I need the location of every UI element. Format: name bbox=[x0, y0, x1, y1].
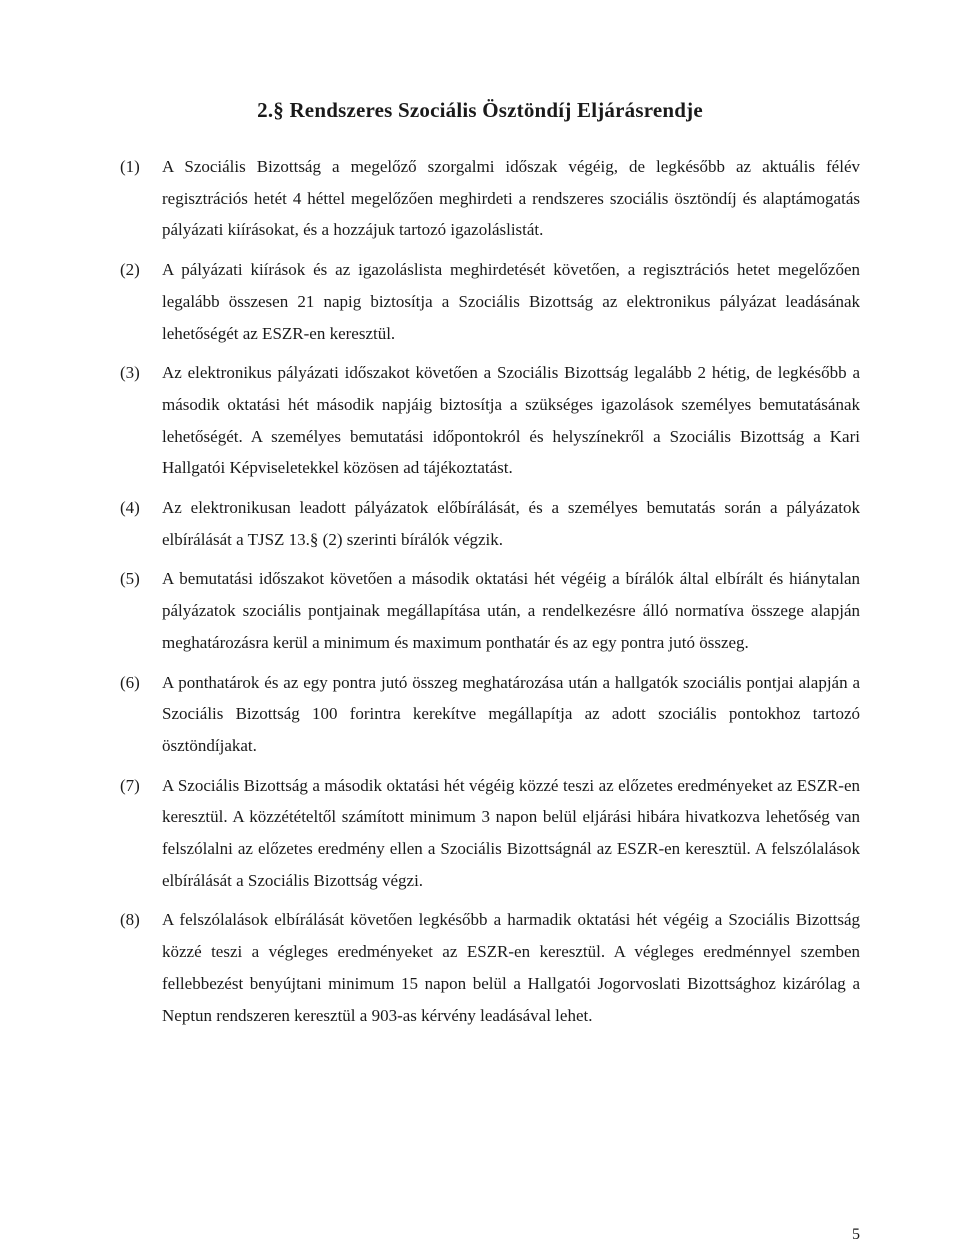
paragraph-number: (3) bbox=[120, 363, 140, 383]
paragraph-1 bbox=[120, 151, 860, 246]
paragraph-5 bbox=[120, 563, 860, 658]
paragraph-number: (8) bbox=[120, 910, 140, 930]
paragraph-4 bbox=[120, 492, 860, 555]
paragraph-3 bbox=[120, 357, 860, 484]
paragraph-number: (7) bbox=[120, 775, 140, 795]
paragraph-text: A pályázati kiírások és az igazoláslista meghirdetését követően, a regisztrációs hetet megelőzően legalább összesen 21 napig biztosítja a Szociális Bizottság az elektronikus pályázat leadásának lehetőségét az ESZR-en keresztül. bbox=[162, 260, 860, 343]
section-body bbox=[120, 151, 860, 1039]
paragraph-text: Az elektronikus pályázati időszakot követően a Szociális Bizottság legalább 2 hétig, de legkésőbb a második oktatási hét második napjáig biztosítja a szükséges igazolások személyes bemutatásának lehetőségét. A személyes bemutatási időpontokról és helyszínekről a Szociális Bizottság a Kari Hallgatói Képviseletekkel közösen ad tájékoztatást. bbox=[162, 363, 860, 478]
paragraph-text: A Szociális Bizottság a második oktatási hét végéig közzé teszi az előzetes eredményeket az ESZR-en keresztül. A közzétételtől számított minimum 3 napon belül eljárási hibára hivatkozva lehetőség van felszólalni az előzetes eredmény ellen a Szociális Bizottságnál az ESZR-en keresztül. A felszólalások elbírálását a Szociális Bizottság végzi. bbox=[162, 775, 860, 890]
paragraph-7 bbox=[120, 770, 860, 897]
paragraph-text: A Szociális Bizottság a megelőző szorgalmi időszak végéig, de legkésőbb az aktuális félév regisztrációs hetét 4 héttel megelőzően meghirdeti a rendszeres szociális ösztöndíj és alaptámogatás pályázati kiírásokat, és a hozzájuk tartozó igazoláslistát. bbox=[162, 157, 860, 240]
paragraph-text: Az elektronikusan leadott pályázatok előbírálását, és a személyes bemutatás során a pályázatok elbírálását a TJSZ 13.§ (2) szerinti bírálók végzik. bbox=[162, 498, 860, 549]
paragraph-number: (5) bbox=[120, 569, 140, 589]
page-number: 5 bbox=[852, 1226, 860, 1243]
paragraph-8 bbox=[120, 904, 860, 1031]
paragraph-2 bbox=[120, 254, 860, 349]
section-title: 2.§ Rendszeres Szociális Ösztöndíj Eljárásrendje bbox=[257, 98, 703, 122]
paragraph-number: (2) bbox=[120, 260, 140, 280]
paragraph-text: A bemutatási időszakot követően a második oktatási hét végéig a bírálók által elbírált és hiánytalan pályázatok szociális pontjainak megállapítása után, a rendelkezésre álló normatíva összege alapján meghatározásra kerül a minimum és maximum ponthatár és az egy pontra jutó összeg. bbox=[162, 569, 860, 652]
paragraph-text: A felszólalások elbírálását követően legkésőbb a harmadik oktatási hét végéig a Szociális Bizottság közzé teszi a végleges eredményeket az ESZR-en keresztül. A végleges eredménnyel szemben fellebbezést benyújtani minimum 15 napon belül a Hallgatói Jogorvoslati Bizottsághoz kizárólag a Neptun rendszeren keresztül a 903-as kérvény leadásával lehet. bbox=[162, 910, 860, 1025]
paragraph-number: (4) bbox=[120, 498, 140, 518]
paragraph-number: (1) bbox=[120, 157, 140, 176]
paragraph-text: A ponthatárok és az egy pontra jutó összeg meghatározása után a hallgatók szociális pontjai alapján a Szociális Bizottság 100 forintra kerekítve megállapítja az adott szociális pontokhoz tartozó ösztöndíjakat. bbox=[162, 672, 860, 755]
paragraph-6 bbox=[120, 667, 860, 762]
paragraph-number: (6) bbox=[120, 672, 140, 692]
